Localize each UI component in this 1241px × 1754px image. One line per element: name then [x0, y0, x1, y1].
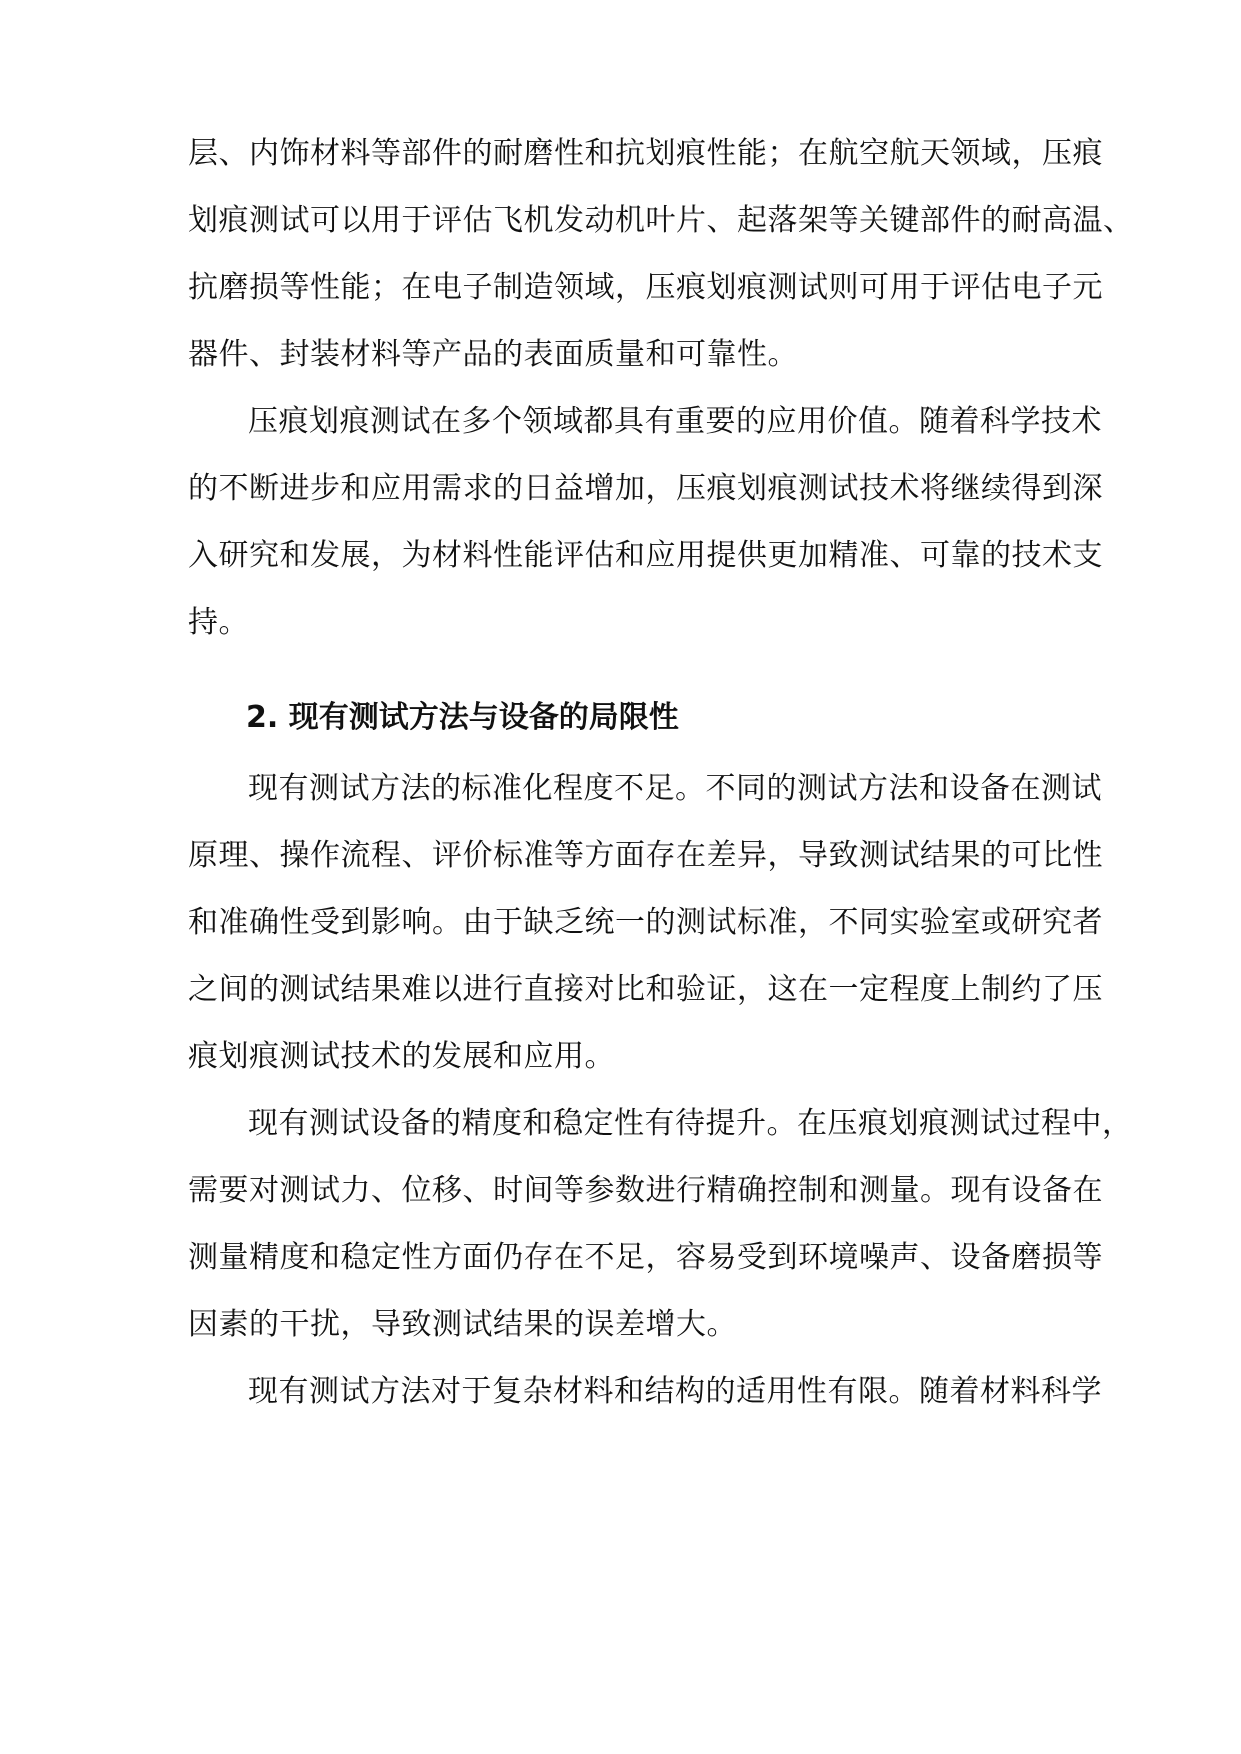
- paragraph-line: 现有测试设备的精度和稳定性有待提升。在压痕划痕测试过程中，: [248, 1106, 1133, 1141]
- paragraph-line: 现有测试方法对于复杂材料和结构的适用性有限。随着材料科学: [248, 1374, 1102, 1409]
- paragraph-line: 层、内饰材料等部件的耐磨性和抗划痕性能；在航空航天领域，压痕: [188, 136, 1103, 171]
- paragraph-line: 需要对测试力、位移、时间等参数进行精确控制和测量。现有设备在: [188, 1173, 1103, 1208]
- paragraph-line: 压痕划痕测试在多个领域都具有重要的应用价值。随着科学技术: [248, 404, 1102, 439]
- paragraph-line: 入研究和发展，为材料性能评估和应用提供更加精准、可靠的技术支: [188, 538, 1103, 573]
- paragraph-line: 因素的干扰，导致测试结果的误差增大。: [188, 1307, 737, 1342]
- paragraph-line: 之间的测试结果难以进行直接对比和验证，这在一定程度上制约了压: [188, 972, 1103, 1007]
- paragraph-line: 持。: [188, 605, 249, 640]
- paragraph-line: 原理、操作流程、评价标准等方面存在差异，导致测试结果的可比性: [188, 838, 1103, 873]
- paragraph-line: 和准确性受到影响。由于缺乏统一的测试标准，不同实验室或研究者: [188, 905, 1103, 940]
- paragraph-line: 划痕测试可以用于评估飞机发动机叶片、起落架等关键部件的耐高温、: [188, 203, 1134, 238]
- paragraph-line: 测量精度和稳定性方面仍存在不足，容易受到环境噪声、设备磨损等: [188, 1240, 1103, 1275]
- paragraph-line: 抗磨损等性能；在电子制造领域，压痕划痕测试则可用于评估电子元: [188, 270, 1103, 305]
- section-heading: 2. 现有测试方法与设备的局限性: [246, 700, 679, 735]
- paragraph-line: 痕划痕测试技术的发展和应用。: [188, 1039, 615, 1074]
- paragraph-line: 的不断进步和应用需求的日益增加，压痕划痕测试技术将继续得到深: [188, 471, 1103, 506]
- paragraph-line: 器件、封装材料等产品的表面质量和可靠性。: [188, 337, 798, 372]
- paragraph-line: 现有测试方法的标准化程度不足。不同的测试方法和设备在测试: [248, 771, 1102, 806]
